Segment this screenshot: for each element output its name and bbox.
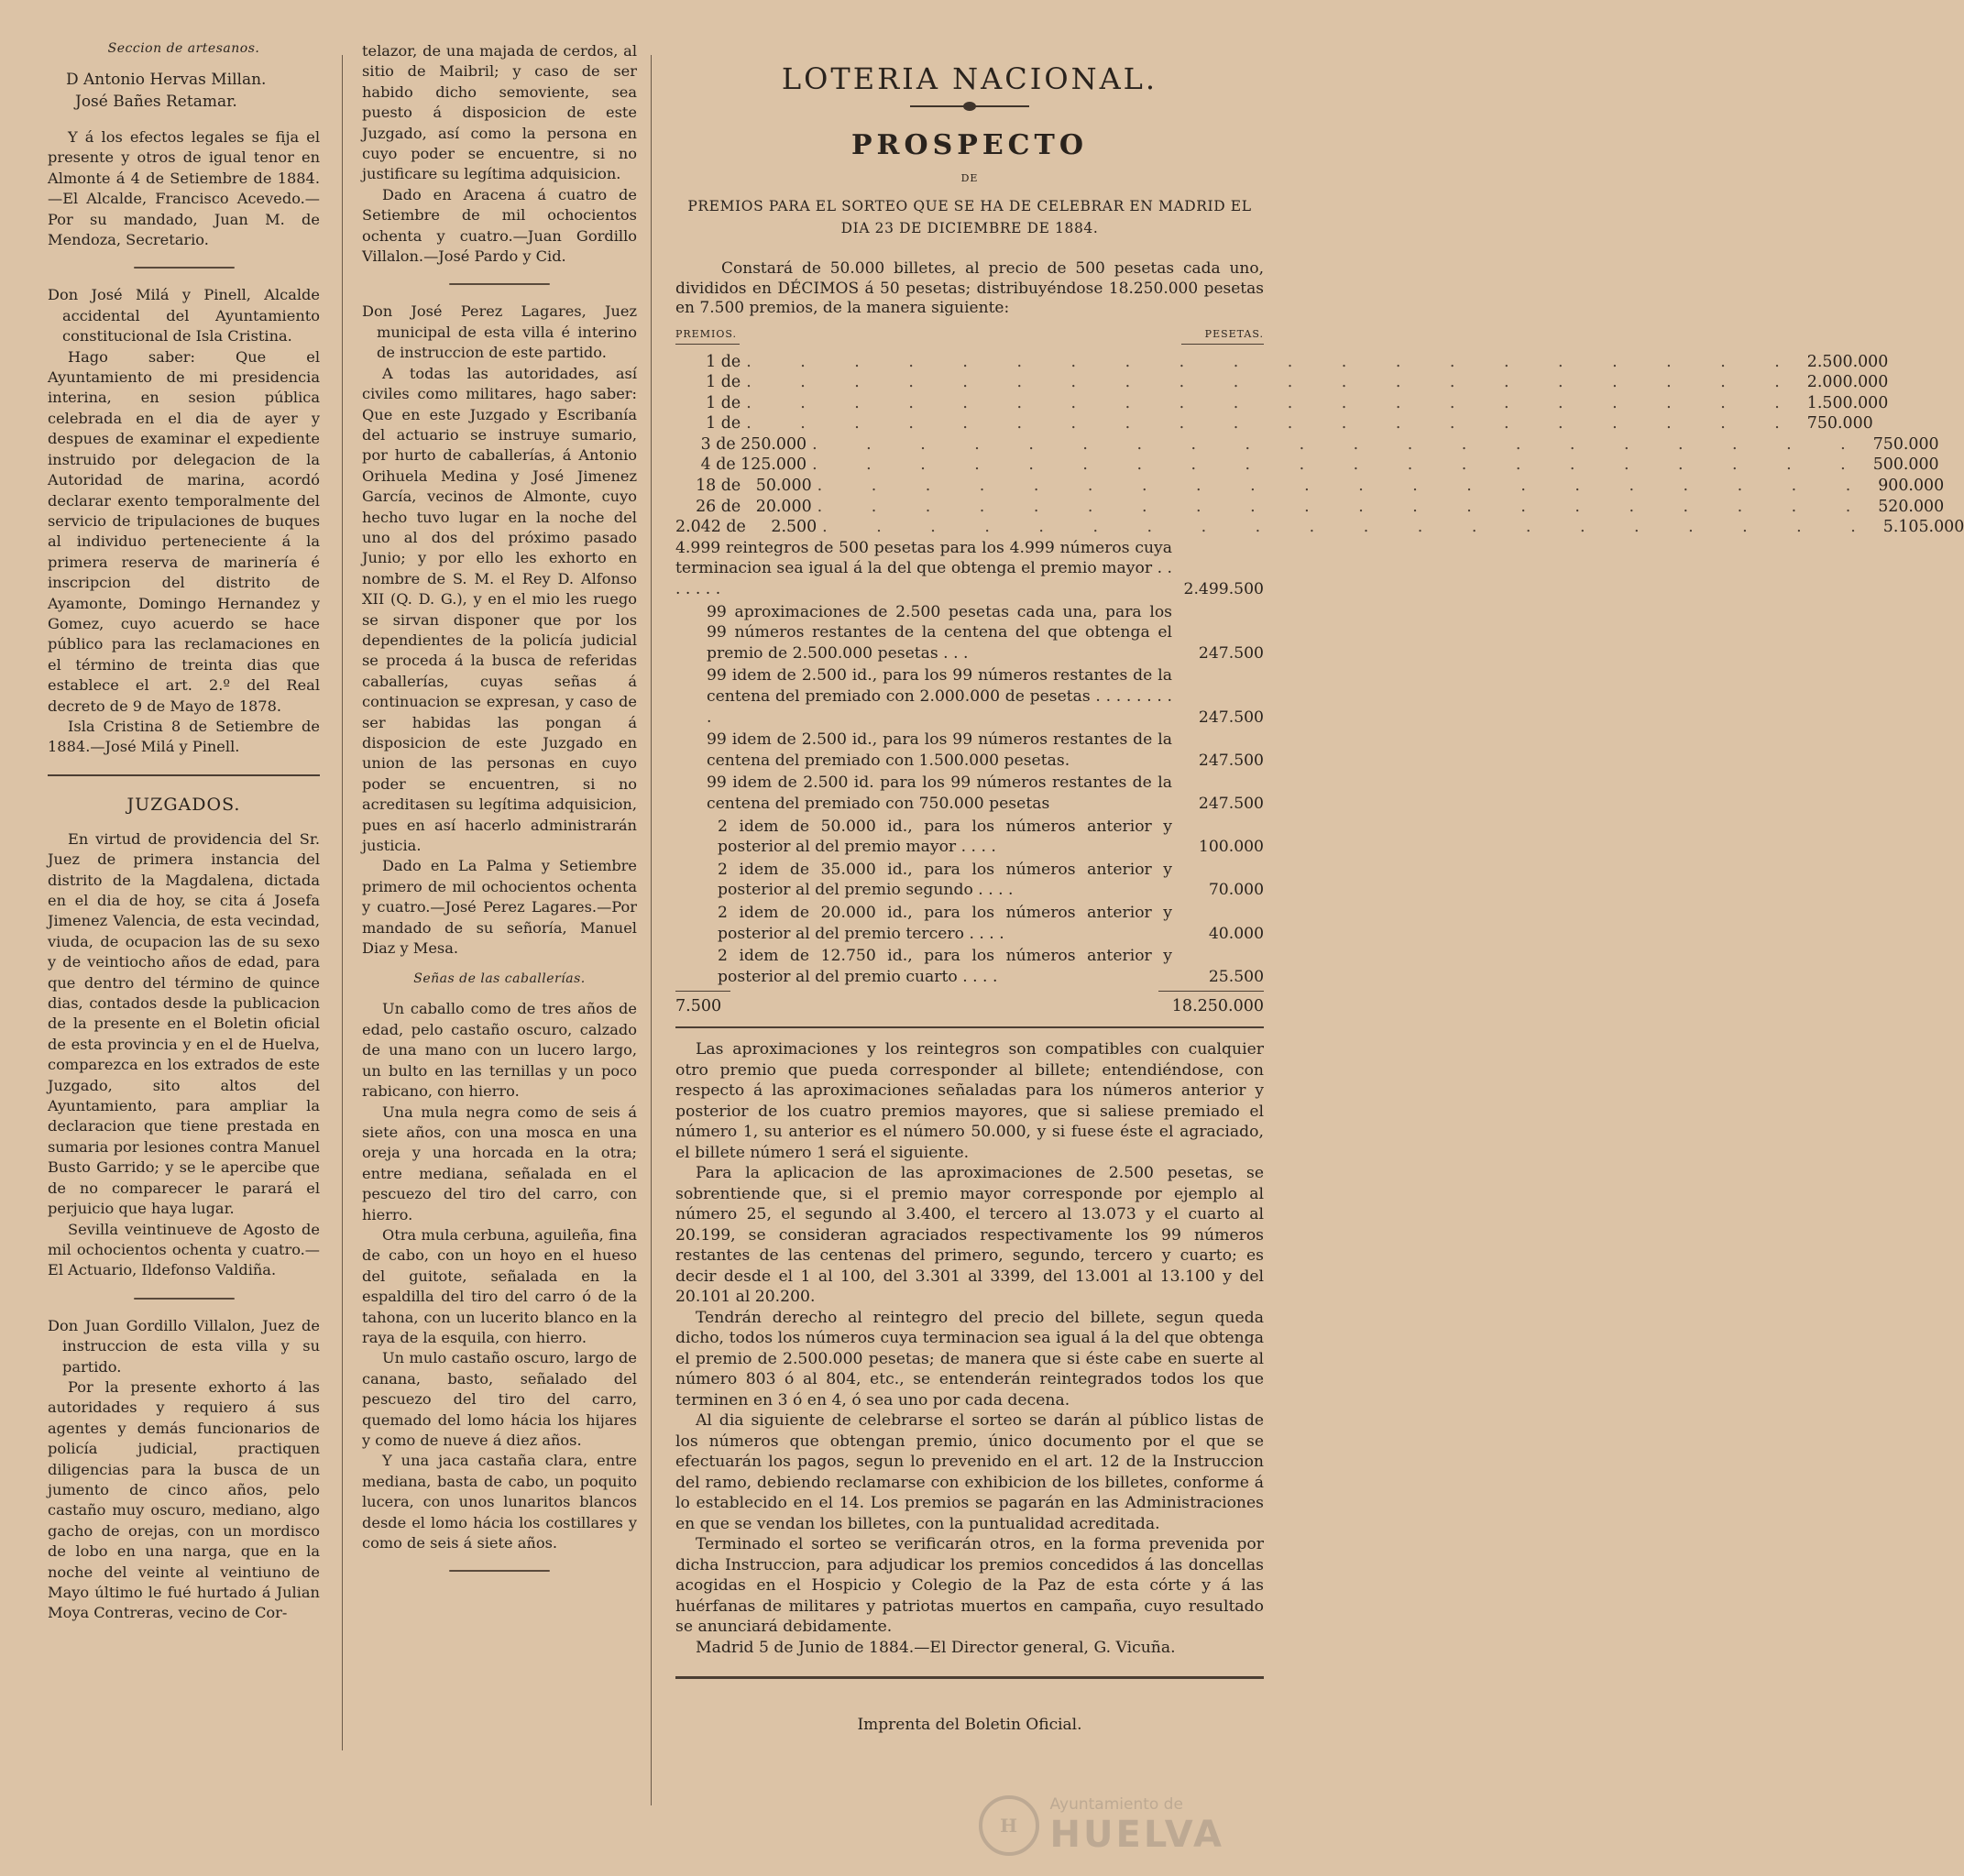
column-label-premios: PREMIOS.: [675, 327, 737, 340]
prize-row: [675, 517, 1964, 538]
prize-amount: 900.000: [1878, 477, 1945, 496]
prize-detail-text: 99 idem de 2.500 id., para los 99 números restantes de la centena del premiado con 2.000.000 de pesetas . . . . . . . . .: [707, 666, 1172, 727]
totals-rule: [675, 991, 1264, 992]
artesanos-name: D Antonio Hervas Millan.: [66, 71, 267, 89]
lottery-paragraph: Tendrán derecho al reintegro del precio del billete, segun queda dicho, todos los números cuya terminacion sea igual á la del que obtenga el premio de 2.500.000 pesetas; de manera que si éste cabe en suerte al número 803 ó al 804, etc., se entenderán reintegrados todos los que terminen en 3 ó en 4, ó sea uno por cada decena.: [675, 1308, 1264, 1410]
prize-detail-amount: 100.000: [1198, 838, 1264, 857]
watermark-big-text: HUELVA: [1049, 1814, 1224, 1856]
prize-detail-amount: 247.500: [1198, 708, 1264, 727]
prize-detail-amount: 247.500: [1198, 794, 1264, 813]
prize-amount: 1.500.000: [1806, 393, 1889, 412]
column-lottery: [675, 41, 1964, 1735]
prize-detail-row: [675, 817, 1264, 858]
prize-detail-text: 2 idem de 35.000 id., para los números anterior y posterior al del premio segundo . . . .: [718, 860, 1172, 900]
prize-detail-amount: 70.000: [1208, 881, 1264, 900]
separator-rule: [449, 1570, 550, 1572]
prize-amount: 750.000: [1872, 434, 1939, 454]
leader-dots: . . . . . . . . . . . . . . . . . . . .: [746, 373, 1802, 392]
juzgados-heading: JUZGADOS.: [126, 794, 241, 815]
lottery-paragraph: Terminado el sorteo se verificarán otros, en la forma prevenida por dicha Instruccion, para adjudicar los premios concedidos á las doncellas acogidas en el Hospicio y Colegio de la Paz de esta córte y á las huérfanas de militares y patriotas muertos en campaña, cuyo resultado se anunciará debidamente.: [675, 1535, 1264, 1637]
prize-label: 1 de: [675, 414, 741, 433]
prize-label: 3 de 250.000: [675, 434, 807, 454]
lottery-intro: Constará de 50.000 billetes, al precio de 500 pesetas cada uno, divididos en DÉCIMOS á 50 pesetas; distribuyéndose 18.250.000 pesetas en 7.500 premios, de la manera siguiente:: [675, 259, 1264, 317]
separator-rule: [134, 267, 235, 269]
prize-detail-amount: 2.499.500: [1183, 580, 1264, 599]
gordillo-notice-signature: Dado en Aracena á cuatro de Setiembre de mil ochocientos ochenta y cuatro.—Juan Gordillo Villalon.—José Pardo y Cid.: [362, 185, 637, 266]
prize-row: [675, 455, 1939, 476]
prospecto-de: DE: [960, 172, 979, 184]
prize-label: 1 de: [675, 352, 741, 371]
isla-notice-signature: Isla Cristina 8 de Setiembre de 1884.—José Milá y Pinell.: [48, 717, 320, 756]
prize-detail-text: 2 idem de 20.000 id., para los números anterior y posterior al del premio tercero . . . .: [718, 903, 1172, 943]
prize-row: [675, 393, 1889, 414]
section-rule: [675, 1026, 1264, 1028]
mule-description: Otra mula cerbuna, aguileña, fina de cabo, con un hoyo en el hueso del guitote, señalada en la espaldilla del tiro del carro ó de la tahona, con un lucerito blanco en la raya de la esquila, con hierro.: [362, 1225, 637, 1346]
total-premios: 7.500: [675, 997, 722, 1016]
leader-dots: . . . . . . . . . . . . . . . . . . . .: [822, 518, 1878, 537]
prize-detail-row: [675, 903, 1264, 944]
prize-detail-text: 4.999 reintegros de 500 pesetas para los 4.999 números cuya terminacion sea igual á la del que obtenga el premio mayor . . . . . . .: [675, 538, 1172, 599]
lottery-title: LOTERIA NACIONAL.: [781, 61, 1158, 96]
perez-notice-header: Don José Perez Lagares, Juez municipal de esta villa é interino de instruccion de este partido.: [362, 302, 637, 362]
prize-detail-text: 2 idem de 12.750 id., para los números anterior y posterior al del premio cuarto . . . .: [718, 947, 1172, 986]
prize-row: [675, 497, 1945, 518]
gordillo-notice-header: Don Juan Gordillo Villalon, Juez de instruccion de esta villa y su partido.: [48, 1316, 320, 1376]
mule-description: Una mula negra como de seis á siete años, con una mosca en una oreja y una horcada en la otra; entre mediana, señalada en el pescuezo del tiro del carro, con hierro.: [362, 1103, 637, 1223]
almonte-notice: Y á los efectos legales se fija el presente y otros de igual tenor en Almonte á 4 de Setiembre de 1884.—El Alcalde, Francisco Acevedo.—Por su mandado, Juan M. de Mendoza, Secretario.: [48, 128, 320, 249]
prize-row: [675, 413, 1873, 434]
isla-notice-header: Don José Milá y Pinell, Alcalde accidental del Ayuntamiento constitucional de Isla Cristina.: [48, 286, 320, 346]
prize-label: 26 de 20.000: [675, 497, 812, 516]
watermark-small-text: Ayuntamiento de: [1049, 1795, 1183, 1814]
perez-notice-signature: Dado en La Palma y Setiembre primero de mil ochocientos ochenta y cuatro.—José Perez Lagares.—Por mandado de su señoría, Manuel Diaz y Mesa.: [362, 857, 637, 958]
prize-amount: 2.000.000: [1806, 373, 1889, 392]
column-divider-right: [651, 55, 652, 1805]
prize-detail-row: [675, 538, 1264, 600]
prize-detail-row: [675, 773, 1264, 814]
leader-dots: . . . . . . . . . . . . . . . . . . . .: [746, 393, 1802, 412]
ornament-rule: [910, 105, 1029, 107]
lottery-paragraph: Las aproximaciones y los reintegros son compatibles con cualquier otro premio que pueda corresponder al billete; entendiéndose, con respecto á las aproximaciones señaladas para los números anterior y posterior de los cuatro premios mayores, que si saliese premiado el número 1, su anterior es el número 50.000, y si fuese éste el agraciado, el billete número 1 será el siguiente.: [675, 1040, 1264, 1162]
prize-detail-row: [675, 860, 1264, 901]
prize-detail-amount: 247.500: [1198, 643, 1264, 663]
artesanos-heading: Seccion de artesanos.: [107, 41, 260, 56]
sevilla-notice-signature: Sevilla veintinueve de Agosto de mil ochocientos ochenta y cuatro.—El Actuario, Ildefonso Valdiña.: [48, 1220, 320, 1279]
senas-heading: Señas de las caballerías.: [413, 971, 586, 987]
bottom-rule: [675, 1676, 1264, 1679]
artesanos-name: José Bañes Retamar.: [75, 93, 237, 111]
prospecto-title: PROSPECTO: [850, 129, 1089, 161]
prize-detail-row: [675, 665, 1264, 728]
archive-watermark: [979, 1795, 1224, 1856]
prize-table: [675, 352, 1964, 538]
prize-row: [675, 434, 1939, 455]
isla-notice-body: Hago saber: Que el Ayuntamiento de mi presidencia interina, en sesion pública celebrada en el dia de ayer y despues de examinar el expediente instruido por delegacion de la Autoridad de marina, acordó declarar exento temporalmente del servicio de tripulaciones de buques al individuo perteneciente á la primera reserva de marinería é inscripcion del distrito de Ayamonte, Domingo Hernandez y Gomez, cuyo acuerdo se hace público para las reclamaciones en el término de treinta dias que establece el art. 2.º del Real decreto de 9 de Mayo de 1878.: [48, 347, 320, 715]
prize-detail-text: 99 idem de 2.500 id. para los 99 números restantes de la centena del premiado con 750.000 pesetas: [707, 773, 1172, 813]
lottery-signature: Madrid 5 de Junio de 1884.—El Director general, G. Vicuña.: [696, 1638, 1176, 1657]
prize-detail-text: 99 idem de 2.500 id., para los 99 números restantes de la centena del premiado con 1.500.000 pesetas.: [707, 730, 1172, 770]
prize-detail-amount: 247.500: [1198, 751, 1264, 770]
leader-dots: . . . . . . . . . . . . . . . . . . . .: [746, 352, 1802, 371]
gordillo-notice-continued: telazor, de una majada de cerdos, al sitio de Maibril; y caso de ser habido dicho semoviente, sea puesto á disposicion de este Juzgado, así como la persona en cuyo poder se encuentre, si no justificare su legítima adquisicion.: [362, 42, 637, 183]
prize-amount: 500.000: [1872, 455, 1939, 475]
mare-description: Y una jaca castaña clara, entre mediana, basta de cabo, un poquito lucera, con unos lunaritos blancos desde el lomo hácia los costillares y como de seis á siete años.: [362, 1452, 637, 1552]
prize-detail-row: [675, 602, 1264, 664]
separator-rule: [449, 283, 550, 285]
imprenta-line: Imprenta del Boletin Oficial.: [857, 1716, 1082, 1735]
leader-dots: . . . . . . . . . . . . . . . . . . . .: [812, 455, 1868, 475]
prize-table-header: [675, 328, 1264, 340]
prize-detail-row: [675, 946, 1264, 987]
prize-amount: 5.105.000: [1882, 518, 1964, 537]
totals-row: [675, 997, 1264, 1015]
horse-description: Un caballo como de tres años de edad, pelo castaño oscuro, calzado de una mano con un lucero largo, un bulto en las ternillas y un poco rabicano, con hierro.: [362, 1000, 637, 1101]
prize-label: 1 de: [675, 393, 741, 412]
leader-dots: . . . . . . . . . . . . . . . . . . . .: [817, 477, 1873, 496]
column-left: [48, 41, 320, 1624]
prize-amount: 750.000: [1806, 414, 1873, 433]
column-divider-left: [342, 55, 343, 1750]
section-rule: [48, 774, 320, 776]
prize-label: 2.042 de 2.500: [675, 518, 817, 537]
prize-detail-row: [675, 730, 1264, 771]
prize-label: 4 de 125.000: [675, 455, 807, 475]
city-seal-icon: H: [979, 1795, 1039, 1856]
prize-table-header-rule: [675, 344, 1264, 345]
leader-dots: . . . . . . . . . . . . . . . . . . . .: [746, 414, 1802, 433]
prize-label: 1 de: [675, 373, 741, 392]
lottery-paragraph: Para la aplicacion de las aproximaciones de 2.500 pesetas, se sobrentiende que, si el premio mayor corresponde por ejemplo al número 25, el segundo al 3.400, el tercero al 13.073 y el cuarto al 20.199, se consideran agraciados respectivamente los 99 números restantes de las centenas del primero, segundo, tercero y cuarto; es decir desde el 1 al 100, del 3.301 al 3399, del 13.001 al 13.100 y del 20.101 al 20.200.: [675, 1164, 1264, 1307]
perez-notice-body: A todas las autoridades, así civiles como militares, hago saber: Que en este Juzgado y Escribanía del actuario se instruye sumario, por hurto de caballerías, á Antonio Orihuela Medina y José Jimenez García, vecinos de Almonte, cuyo hecho tuvo lugar en la noche del uno al dos del próximo pasado Junio; y por ello les exhorto en nombre de S. M. el Rey D. Alfonso XII (Q. D. G.), y en el mio les ruego se sirvan disponer que por los dependientes de la policía judicial se proceda á la busca de referidas caballerías, cuyas señas á continuacion se expresan, y caso de ser habidas las pongan á disposicion de este Juzgado en union de las personas en cuyo poder se encuentren, si no acreditasen su legítima adquisicion, pues en así hacerlo administrarán justicia.: [362, 364, 637, 855]
lottery-paragraph: Al dia siguiente de celebrarse el sorteo se darán al público listas de los números que obtengan premio, único documento por el que se efectuarán los pagos, segun lo prevenido en el art. 12 de la Instruccion del ramo, debiendo reclamarse con exhibicion de los billetes, conforme á lo establecido en el 14. Los premios se pagarán en las Administraciones en que se vendan los billetes, con la puntualidad acreditada.: [675, 1411, 1264, 1533]
gordillo-notice-body: Por la presente exhorto á las autoridades y requiero á sus agentes y demás funcionarios de policía judicial, practiquen diligencias para la busca de un jumento de cinco años, pelo castaño muy oscuro, mediano, algo gacho de orejas, con un mordisco de lobo en una narga, que en la noche del veinte al veintiuno de Mayo último le fué hurtado á Julian Moya Contreras, vecino de Cor-: [48, 1377, 320, 1622]
prize-amount: 2.500.000: [1806, 352, 1889, 371]
column-label-pesetas: PESETAS.: [1204, 327, 1264, 340]
prize-row: [675, 352, 1889, 373]
leader-dots: . . . . . . . . . . . . . . . . . . . .: [812, 434, 1868, 454]
prize-row: [675, 372, 1889, 393]
prize-detail-text: 2 idem de 50.000 id., para los números anterior y posterior al del premio mayor . . . .: [718, 817, 1172, 857]
total-pesetas: 18.250.000: [1171, 997, 1264, 1016]
mule-description: Un mulo castaño oscuro, largo de canana, basto, señalado del pescuezo del tiro del carro, quemado del lomo hácia los hijares y como de nueve á diez años.: [362, 1349, 637, 1449]
prize-detail-amount: 25.500: [1208, 967, 1264, 986]
prize-detail-text: 99 aproximaciones de 2.500 pesetas cada una, para los 99 números restantes de la centena del que obtenga el premio de 2.500.000 pesetas . . .: [707, 602, 1172, 663]
prize-amount: 520.000: [1878, 497, 1945, 516]
prize-label: 18 de 50.000: [675, 477, 812, 496]
separator-rule: [134, 1298, 235, 1300]
sevilla-notice-body: En virtud de providencia del Sr. Juez de primera instancia del distrito de la Magdalena, dictada en el dia de hoy, se cita á Josefa Jimenez Valencia, de esta vecindad, viuda, de ocupacion las de su sexo y de veintiocho años de edad, para que dentro del término de quince dias, contados desde la publicacion de la presente en el Boletin oficial de esta provincia y en el de Huelva, comparezca en los extrados de este Juzgado, sito altos del Ayuntamiento, para ampliar la declaracion que tiene prestada en sumaria por lesiones contra Manuel Busto Garrido; y se le apercibe que de no comparecer le parará el perjuicio que haya lugar.: [48, 829, 320, 1218]
column-middle: [362, 41, 637, 1588]
prize-row: [675, 476, 1945, 497]
prize-details: [675, 538, 1264, 987]
prize-detail-amount: 40.000: [1208, 924, 1264, 943]
leader-dots: . . . . . . . . . . . . . . . . . . . .: [817, 497, 1873, 516]
premios-heading: PREMIOS PARA EL SORTEO QUE SE HA DE CELEBRAR EN MADRID EL DIA 23 DE DICIEMBRE DE 1884.: [687, 198, 1252, 236]
